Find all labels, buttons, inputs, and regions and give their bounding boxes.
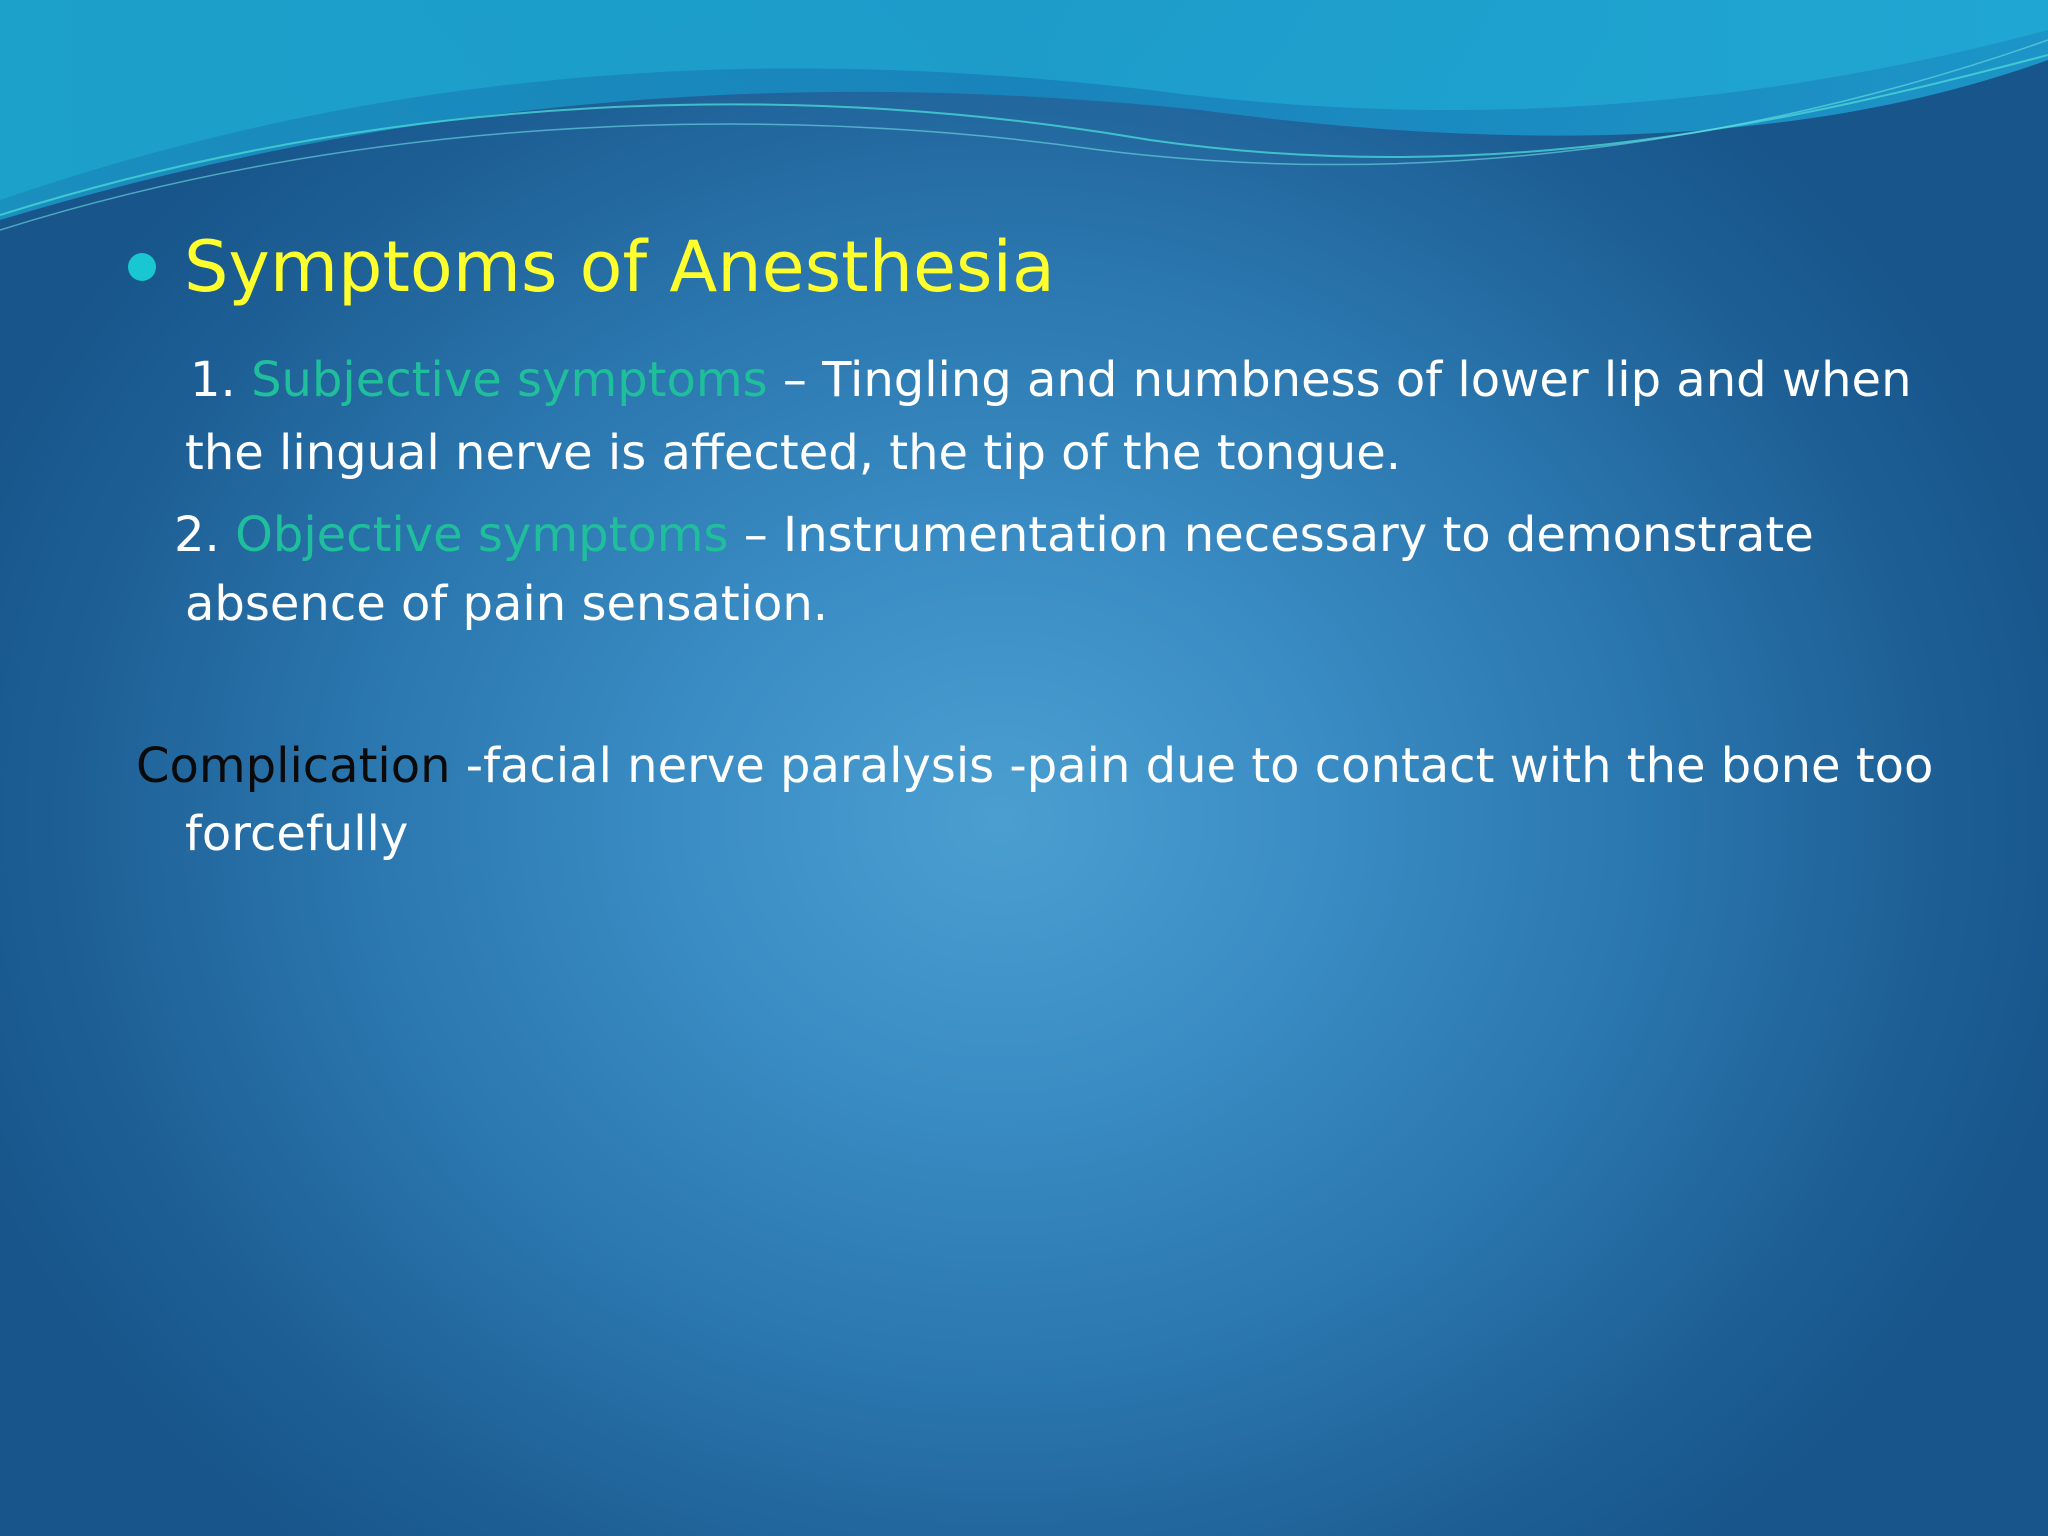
item-2-number: 2. bbox=[174, 507, 220, 563]
item-1-line-1 bbox=[190, 345, 1912, 415]
bullet-icon bbox=[128, 253, 156, 281]
item-1-text-line-2: the lingual nerve is affected, the tip of the tongue. bbox=[185, 425, 1402, 481]
item-1-number: 1. bbox=[190, 352, 236, 408]
item-2-term: Objective symptoms bbox=[235, 507, 729, 563]
item-2-text-line-2: absence of pain sensation. bbox=[185, 576, 829, 632]
item-1-term: Subjective symptoms bbox=[251, 352, 768, 408]
item-2-line-1 bbox=[174, 500, 1814, 570]
item-2-text-line-1: – Instrumentation necessary to demonstrate bbox=[728, 507, 1814, 563]
complication-text-line-1: -facial nerve paralysis -pain due to contact with the bone too bbox=[450, 738, 1934, 794]
complication-line-1 bbox=[136, 731, 1933, 801]
complication-text-line-2: forcefully bbox=[185, 806, 409, 862]
item-1-text-line-1: – Tingling and numbness of lower lip and when bbox=[767, 352, 1912, 408]
item-1-line-2 bbox=[185, 418, 1401, 488]
title-row bbox=[128, 222, 1055, 312]
slide-title: Symptoms of Anesthesia bbox=[184, 226, 1055, 308]
item-2-line-2 bbox=[185, 569, 828, 639]
complication-line-2 bbox=[185, 799, 408, 869]
complication-label: Complication bbox=[136, 738, 451, 794]
